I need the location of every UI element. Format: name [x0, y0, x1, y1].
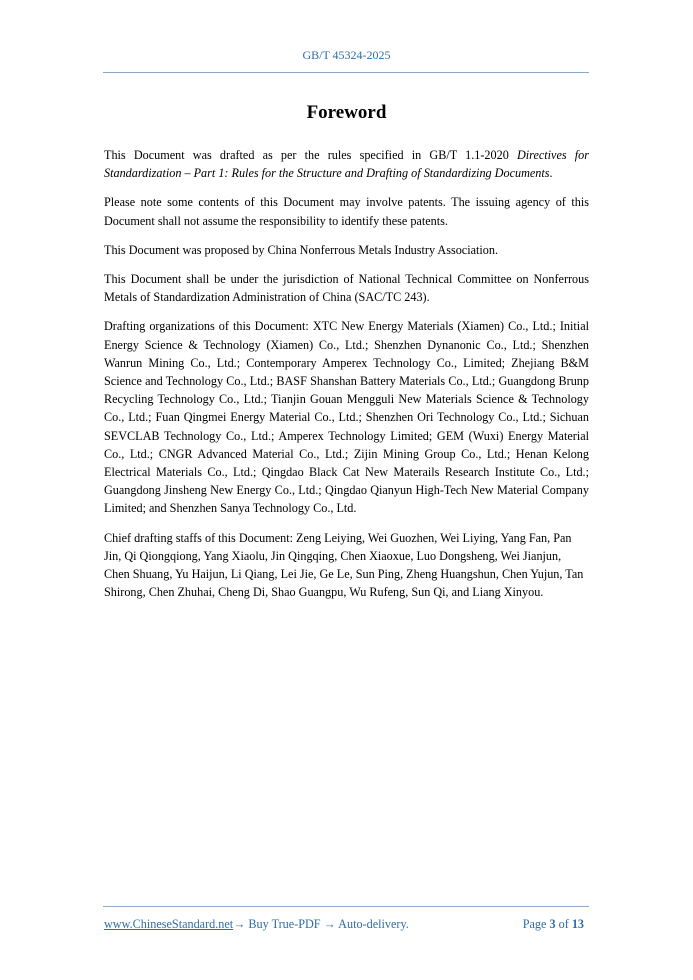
- page-label: Page: [522, 917, 550, 931]
- buy-true-pdf-text: Buy True-PDF: [245, 917, 324, 931]
- site-link[interactable]: www.ChineseStandard.net: [104, 917, 234, 931]
- page-footer: [104, 917, 584, 932]
- foreword-body: [104, 146, 589, 612]
- page-indicator: [523, 917, 584, 932]
- page-total: 13: [571, 917, 584, 931]
- directive-title: Directives for Standardization – Part 1: Rules for the Structure and Drafting of Standardizing Documents: [104, 148, 589, 181]
- of-label: of: [555, 917, 572, 931]
- paragraph-drafting-staffs: Chief drafting staffs of this Document: Zeng Leiying, Wei Guozhen, Wei Liying, Yang Fan, Pan Jin, Qi Qiongqiong, Yang Xiaolu, Jin Qingqing, Chen Xiaoxue, Luo Dongsheng, Wei Jianjun, Chen Shuang, Yu Haijun, Li Qiang, Lei Jie, Ge Le, Sun Ping, Zheng Huangshun, Chen Yujun, Tan Shirong, Chen Zhuhai, Cheng Di, Shao Guangpu, Wu Rufeng, Sun Qi, and Liang Xinyou.: [104, 530, 584, 600]
- auto-delivery-text: Auto-delivery.: [335, 917, 409, 931]
- paragraph-patents: Please note some contents of this Document may involve patents. The issuing agency of this Document shall not assume the responsibility to identify these patents.: [104, 195, 589, 228]
- page-number: 3: [549, 917, 556, 931]
- arrow-right-icon: →: [323, 917, 336, 931]
- drafting-rules-suffix: .: [549, 166, 553, 181]
- arrow-right-icon: →: [233, 917, 246, 931]
- drafting-rules-text: This Document was drafted as per the rules specified in GB/T 1.1-2020: [104, 148, 517, 162]
- paragraph-proposed-by: This Document was proposed by China Nonferrous Metals Industry Association.: [104, 242, 499, 257]
- header-divider: [103, 72, 589, 73]
- document-code: GB/T 45324-2025: [302, 48, 391, 62]
- paragraph-drafting-organizations: Drafting organizations of this Document: XTC New Energy Materials (Xiamen) Co., Ltd.; Initial Energy Science & Technology (Xiamen) Co., Ltd.; Shenzhen Dynanonic Co., Ltd.; Shenzhen Wanrun Mining Co., Ltd.; Contemporary Amperex Technology Co., Limited; Zhejiang B&M Science and Technology Co., Ltd.; BASF Shanshan Battery Materials Co., Ltd.; Guangdong Brunp Recycling Technology Co., Ltd.; Tianjin Gouan Mengguli New Materials Science & Technology Co., Ltd.; Fuan Qingmei Energy Material Co., Ltd.; Shenzhen Ori Technology Co., Ltd.; Sichuan SEVCLAB Technology Co., Ltd.; Amperex Technology Limited; GEM (Wuxi) Energy Material Co., Ltd.; CNGR Advanced Material Co., Ltd.; Zijin Mining Group Co., Ltd.; Henan Kelong Electrical Materials Co., Ltd.; Qingdao Black Cat New Materails Research Institute Co., Ltd.; Guangdong Jinsheng New Energy Co., Ltd.; Qingdao Qianyun High-Tech New Material Company Limited; and Shenzhen Sanya Technology Co., Ltd.: [104, 319, 589, 516]
- paragraph-jurisdiction: This Document shall be under the jurisdiction of National Technical Committee on Nonferrous Metals of Standardization Administration of China (SAC/TC 243).: [104, 272, 589, 305]
- running-header: [0, 48, 693, 63]
- footer-divider: [103, 906, 589, 907]
- paragraph-drafting-rules: [104, 146, 589, 182]
- page-title: Foreword: [306, 102, 387, 123]
